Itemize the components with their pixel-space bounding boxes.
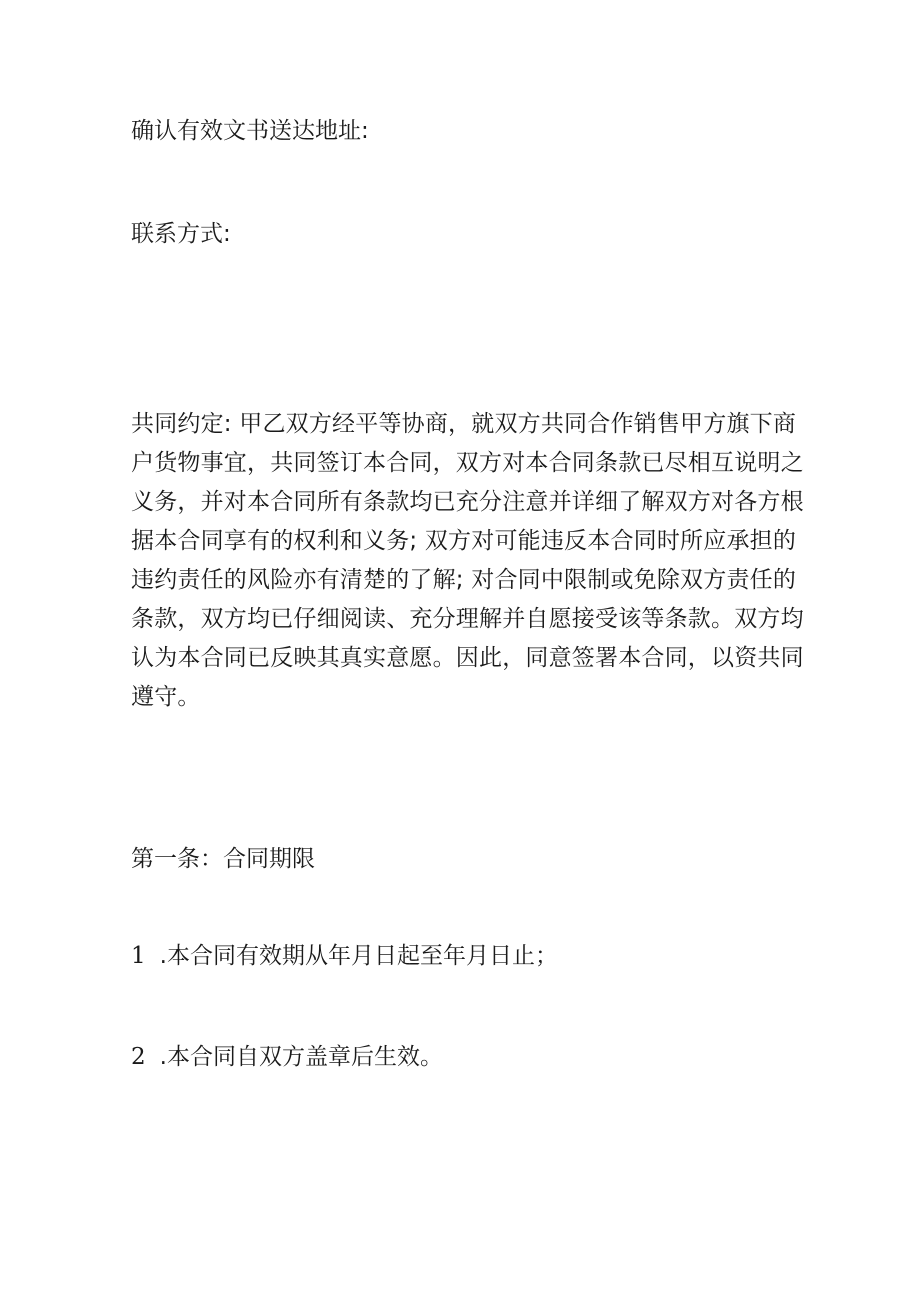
clause-number: 1	[131, 943, 146, 969]
paragraph-line: 遵守。	[131, 684, 201, 710]
contact-info-label: 联系方式:	[131, 221, 231, 247]
paragraph-line: 条款，双方均已仔细阅读、充分理解并自愿接受该等条款。双方均	[131, 606, 804, 632]
mutual-agreement-paragraph	[131, 405, 804, 717]
clause-text: .本合同有效期从年月日起至年月日止；	[159, 943, 558, 969]
paragraph-line: 户货物事宜，共同签订本合同，双方对本合同条款已尽相互说明之	[131, 450, 804, 476]
paragraph-line: 据本合同享有的权利和义务; 双方对可能违反本合同时所应承担的	[131, 528, 797, 554]
paragraph-line: 违约责任的风险亦有清楚的了解; 对合同中限制或免除双方责任的	[131, 567, 797, 593]
paragraph-line: 认为本合同已反映其真实意愿。因此，同意签署本合同，以资共同	[131, 645, 804, 671]
clause-2	[131, 1041, 443, 1073]
clause-number: 2	[131, 1044, 146, 1070]
paragraph-line: 共同约定: 甲乙双方经平等协商，就双方共同合作销售甲方旗下商	[131, 411, 797, 437]
article-1-heading: 第一条：合同期限	[131, 846, 315, 872]
clause-text: .本合同自双方盖章后生效。	[159, 1044, 443, 1070]
paragraph-line: 义务，并对本合同所有条款均已充分注意并详细了解双方对各方根	[131, 489, 804, 515]
delivery-address-label: 确认有效文书送达地址:	[131, 118, 369, 144]
clause-1	[131, 940, 558, 972]
